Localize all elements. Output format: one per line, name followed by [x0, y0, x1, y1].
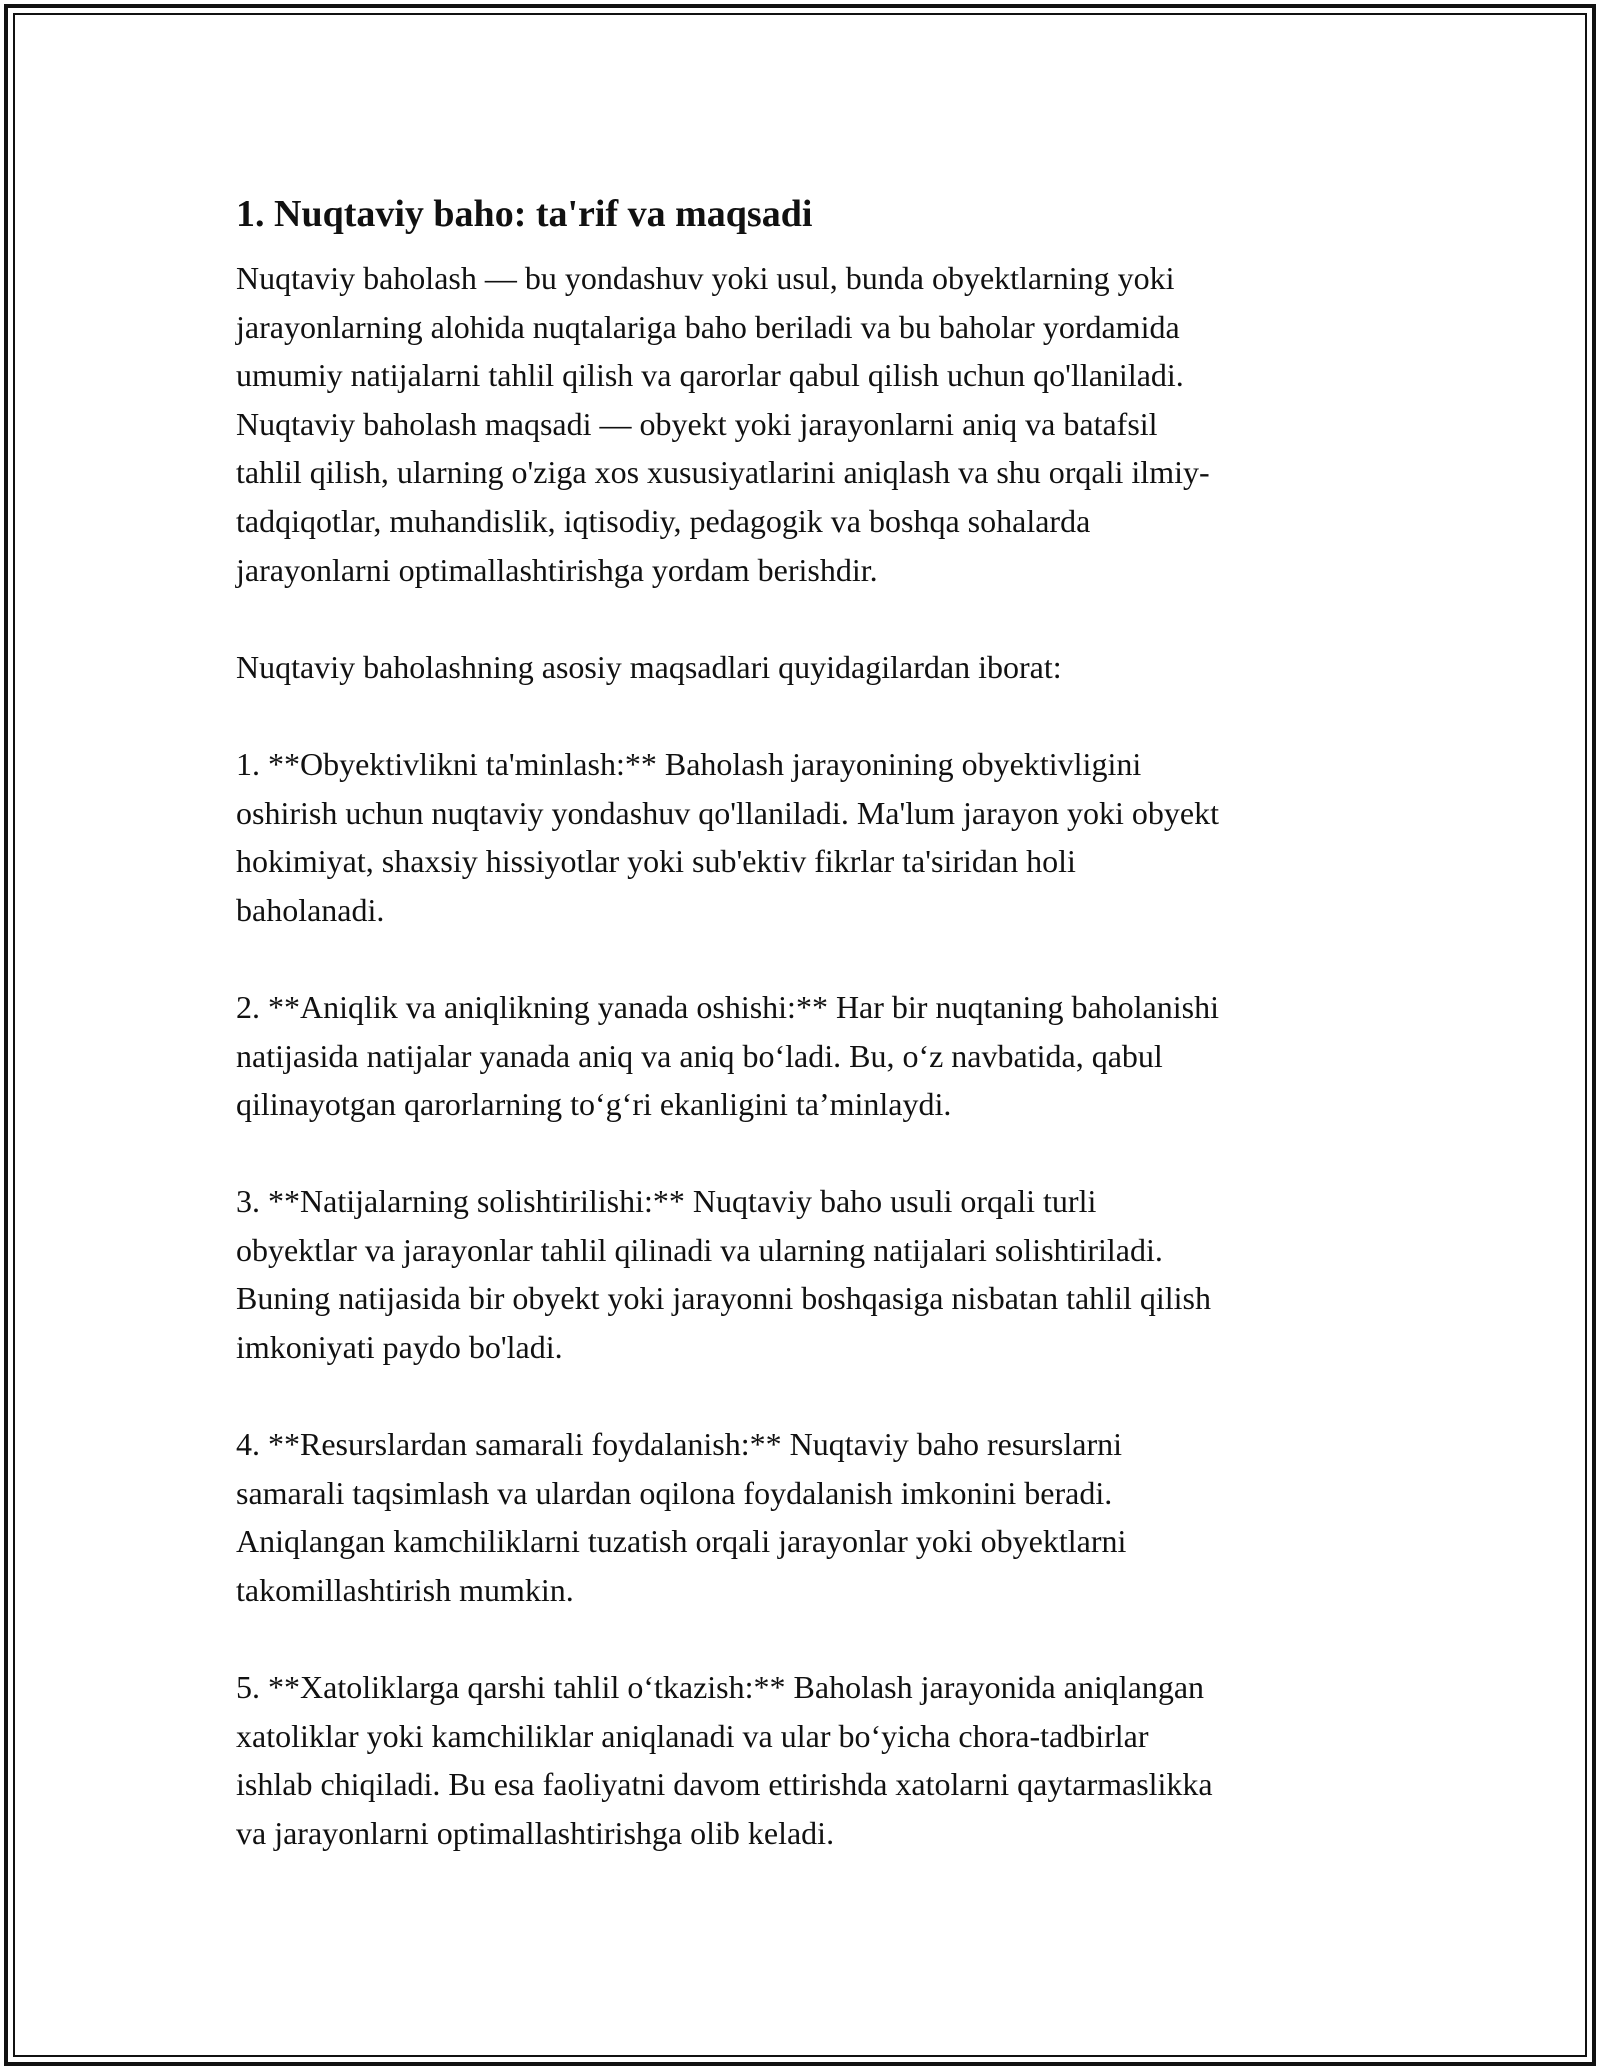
- list-item-accuracy: 2. **Aniqlik va aniqlikning yanada oshishi:** Har bir nuqtaning baholanishi natijasida natijalar yanada aniq va aniq bo‘ladi. Bu, o‘z navbatida, qabul qilinayotgan qarorlarning to‘g‘ri ekanligini ta’minlaydi.: [236, 988, 1219, 1123]
- list-item-resources: 4. **Resurslardan samarali foydalanish:** Nuqtaviy baho resurslarni samarali taqsimlash va ulardan oqilona foydalanish imkonini beradi. Aniqlangan kamchiliklarni tuzatish orqali jarayonlar yoki obyektlarni takomillashtirish mumkin.: [236, 1426, 1127, 1609]
- paragraph-definition: Nuqtaviy baholash — bu yondashuv yoki usul, bunda obyektlarning yoki jarayonlarning alohida nuqtalariga baho beriladi va bu baholar yordamida umumiy natijalarni tahlil qilish va qarorlar qabul qilish uchun qo'llaniladi. Nuqtaviy baholash maqsadi — obyekt yoki jarayonlarni aniq va batafsil tahlil qilish, ularning o'ziga xos xususiyatlarini aniqlash va shu orqali ilmiy- tadqiqotlar, muhandislik, iqtisodiy, pedagogik va boshqa sohalarda jarayonlarni optimallashtirishga yordam berishdir.: [236, 260, 1210, 588]
- list-item-objectivity: 1. **Obyektivlikni ta'minlash:** Baholash jarayonining obyektivligini oshirish uchun nuqtaviy yondashuv qo'llaniladi. Ma'lum jarayon yoki obyekt hokimiyat, shaxsiy hissiyotlar yoki sub'ektiv fikrlar ta'siridan holi baholanadi.: [236, 745, 1219, 928]
- document-body: [236, 188, 1376, 1906]
- list-item-comparison: 3. **Natijalarning solishtirilishi:** Nuqtaviy baho usuli orqali turli obyektlar va jarayonlar tahlil qilinadi va ularning natijalari solishtiriladi. Buning natijasida bir obyekt yoki jarayonni boshqasiga nisbatan tahlil qilish imkoniyati paydo bo'ladi.: [236, 1183, 1211, 1366]
- document-title: 1. Nuqtaviy baho: ta'rif va maqsadi: [236, 193, 813, 235]
- list-item-error-analysis: 5. **Xatoliklarga qarshi tahlil o‘tkazish:** Baholash jarayonida aniqlangan xatoliklar yoki kamchiliklar aniqlanadi va ular bo‘yicha chora-tadbirlar ishlab chiqiladi. Bu esa faoliyatni davom ettirishda xatolarni qaytarmaslikka va jarayonlarni optimallashtirishga olib keladi.: [236, 1669, 1213, 1851]
- paragraph-goals-intro: Nuqtaviy baholashning asosiy maqsadlari quyidagilardan iborat:: [236, 648, 1062, 685]
